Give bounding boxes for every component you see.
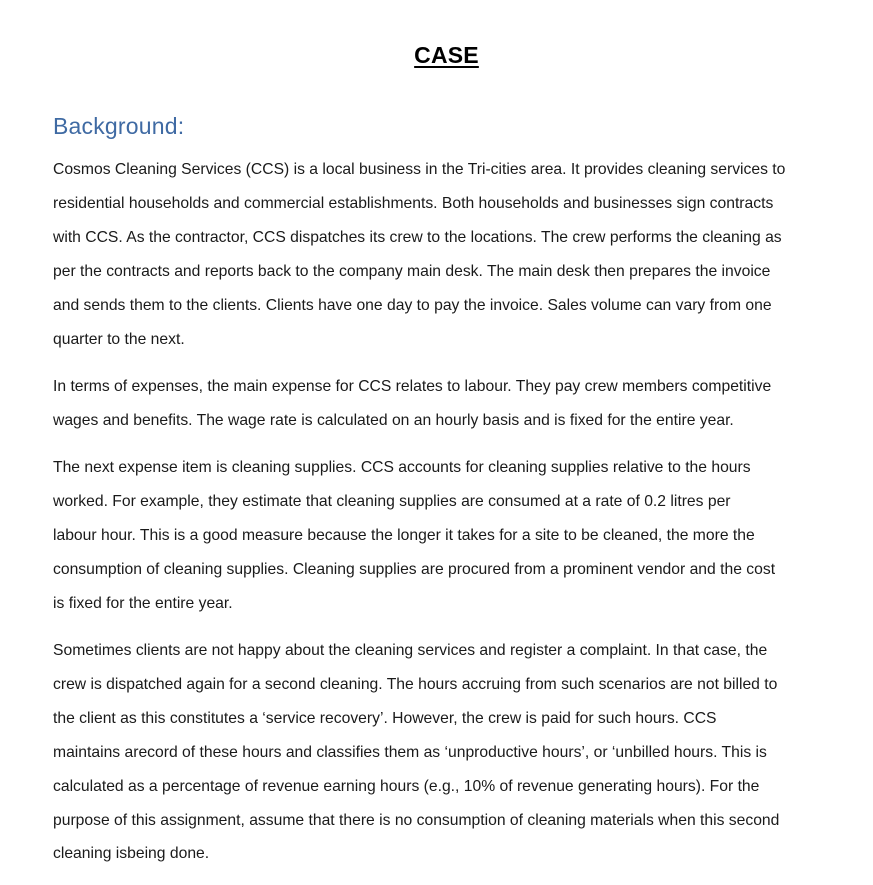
text-line: is fixed for the entire year. [53, 594, 233, 612]
paragraph-labour-expenses [53, 370, 853, 438]
text-line: worked. For example, they estimate that cleaning supplies are consumed at a rate of 0.2 litres per [53, 492, 731, 510]
text-line: consumption of cleaning supplies. Cleaning supplies are procured from a prominent vendor and the cost [53, 560, 776, 578]
text-line: Cosmos Cleaning Services (CCS) is a local business in the Tri-cities area. It provides cleaning services to [53, 161, 786, 178]
text-line: per the contracts and reports back to the company main desk. The main desk then prepares the invoice [53, 262, 771, 280]
text-line: residential households and commercial establishments. Both households and businesses sign contracts [53, 194, 774, 212]
text-line: Sometimes clients are not happy about the cleaning services and register a complaint. In that case, the [53, 642, 768, 659]
section-heading-background: Background: [53, 113, 185, 139]
text-line: crew is dispatched again for a second cleaning. The hours accruing from such scenarios are not billed to [53, 675, 778, 693]
text-line: maintains arecord of these hours and classifies them as ‘unproductive hours’, or ‘unbilled hours. This is [53, 743, 767, 761]
text-line: cleaning isbeing done. [53, 845, 210, 863]
paragraph-business-overview [53, 153, 853, 356]
paragraph-cleaning-supplies [53, 451, 853, 621]
paragraph-service-recovery [53, 634, 853, 871]
text-line: purpose of this assignment, assume that there is no consumption of cleaning materials when this second [53, 811, 780, 829]
text-line: In terms of expenses, the main expense for CCS relates to labour. They pay crew members competitive [53, 378, 772, 395]
text-line: labour hour. This is a good measure because the longer it takes for a site to be cleaned, the more the [53, 526, 755, 544]
text-line: the client as this constitutes a ‘service recovery’. However, the crew is paid for such hours. CCS [53, 709, 717, 727]
text-line: wages and benefits. The wage rate is calculated on an hourly basis and is fixed for the entire year. [53, 411, 734, 429]
document-title: CASE [414, 42, 479, 68]
text-line: and sends them to the clients. Clients have one day to pay the invoice. Sales volume can vary from one [53, 296, 772, 314]
text-line: quarter to the next. [53, 330, 185, 348]
text-line: with CCS. As the contractor, CCS dispatches its crew to the locations. The crew performs the cleaning as [53, 228, 782, 246]
text-line: The next expense item is cleaning supplies. CCS accounts for cleaning supplies relative to the hours [53, 459, 751, 476]
text-line: calculated as a percentage of revenue earning hours (e.g., 10% of revenue generating hours). For the [53, 777, 760, 795]
